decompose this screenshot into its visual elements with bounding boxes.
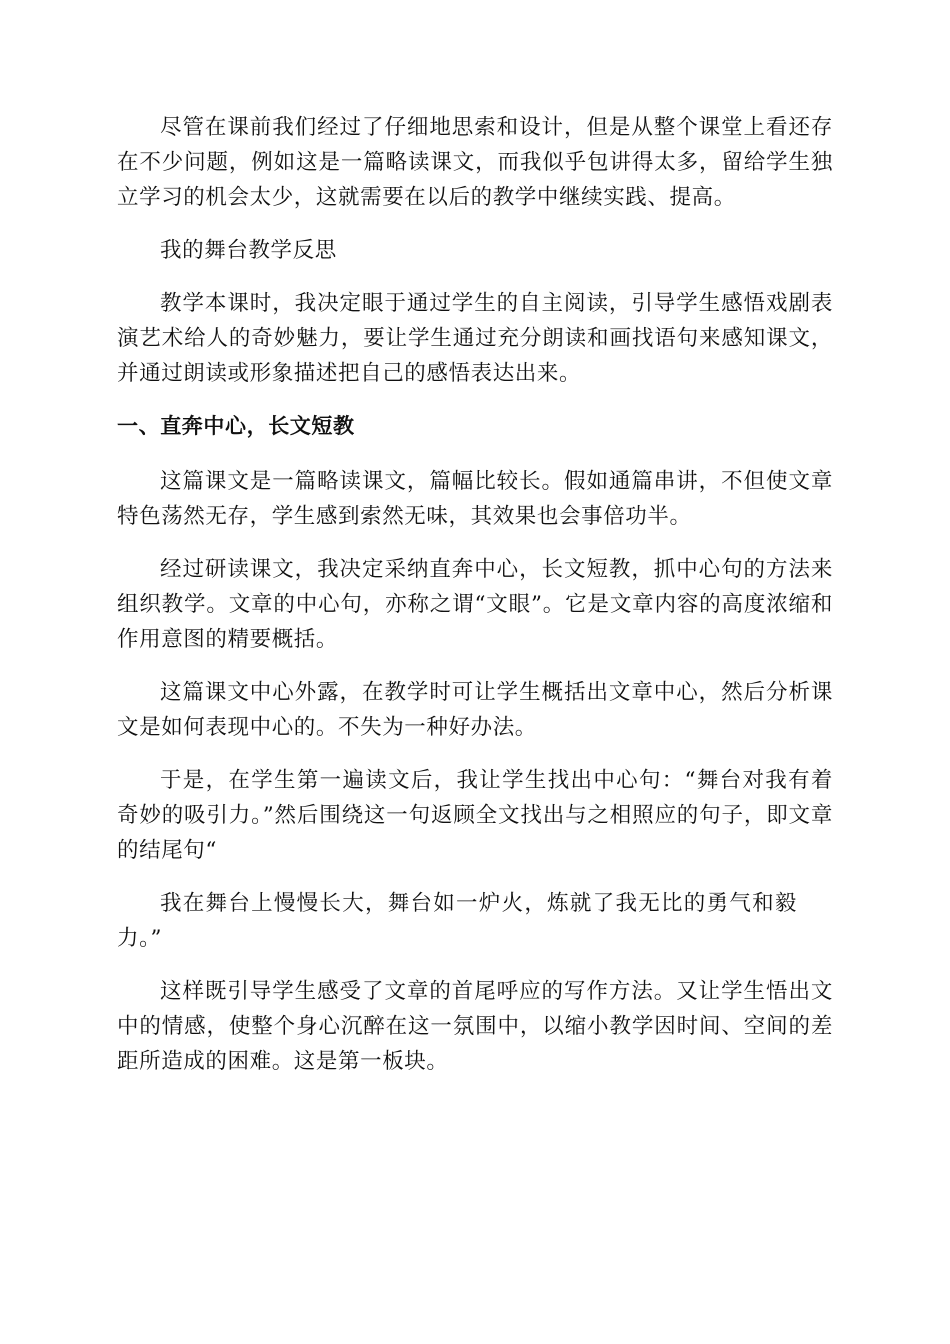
document-page <box>117 110 833 1097</box>
section-heading-1: 一、直奔中心，长文短教 <box>117 414 355 438</box>
paragraph-quote-ending: 我在舞台上慢慢长大，舞台如一炉火，炼就了我无比的勇气和毅力。” <box>117 891 797 951</box>
paragraph-title-line: 我的舞台教学反思 <box>160 238 337 263</box>
paragraph-method: 经过研读课文，我决定采纳直奔中心，长文短教，抓中心句的方法来组织教学。文章的中心句，亦称之谓“文眼”。它是文章内容的高度浓缩和作用意图的精要概括。 <box>117 557 833 652</box>
paragraph-long-text: 这篇课文是一篇略读课文，篇幅比较长。假如通篇串讲，不但使文章特色荡然无存，学生感到索然无味，其效果也会事倍功半。 <box>117 469 833 529</box>
paragraph-first-block: 这样既引导学生感受了文章的首尾呼应的写作方法。又让学生悟出文中的情感，使整个身心沉醉在这一氛围中，以缩小教学因时间、空间的差距所造成的困难。这是第一板块。 <box>117 979 833 1074</box>
paragraph-reflection-intro: 尽管在课前我们经过了仔细地思索和设计，但是从整个课堂上看还存在不少问题，例如这是一篇略读课文，而我似乎包讲得太多，留给学生独立学习的机会太少，这就需要在以后的教学中继续实践、提高。 <box>117 115 833 210</box>
paragraph-center-exposed: 这篇课文中心外露，在教学时可让学生概括出文章中心，然后分析课文是如何表现中心的。不失为一种好办法。 <box>117 680 833 740</box>
paragraph-find-center-sentence: 于是，在学生第一遍读文后，我让学生找出中心句：“舞台对我有着奇妙的吸引力。”然后围绕这一句返顾全文找出与之相照应的句子，即文章的结尾句“ <box>117 768 833 863</box>
paragraph-teaching-goal: 教学本课时，我决定眼于通过学生的自主阅读，引导学生感悟戏剧表演艺术给人的奇妙魅力，要让学生通过充分朗读和画找语句来感知课文，并通过朗读或形象描述把自己的感悟表达出来。 <box>117 291 833 386</box>
